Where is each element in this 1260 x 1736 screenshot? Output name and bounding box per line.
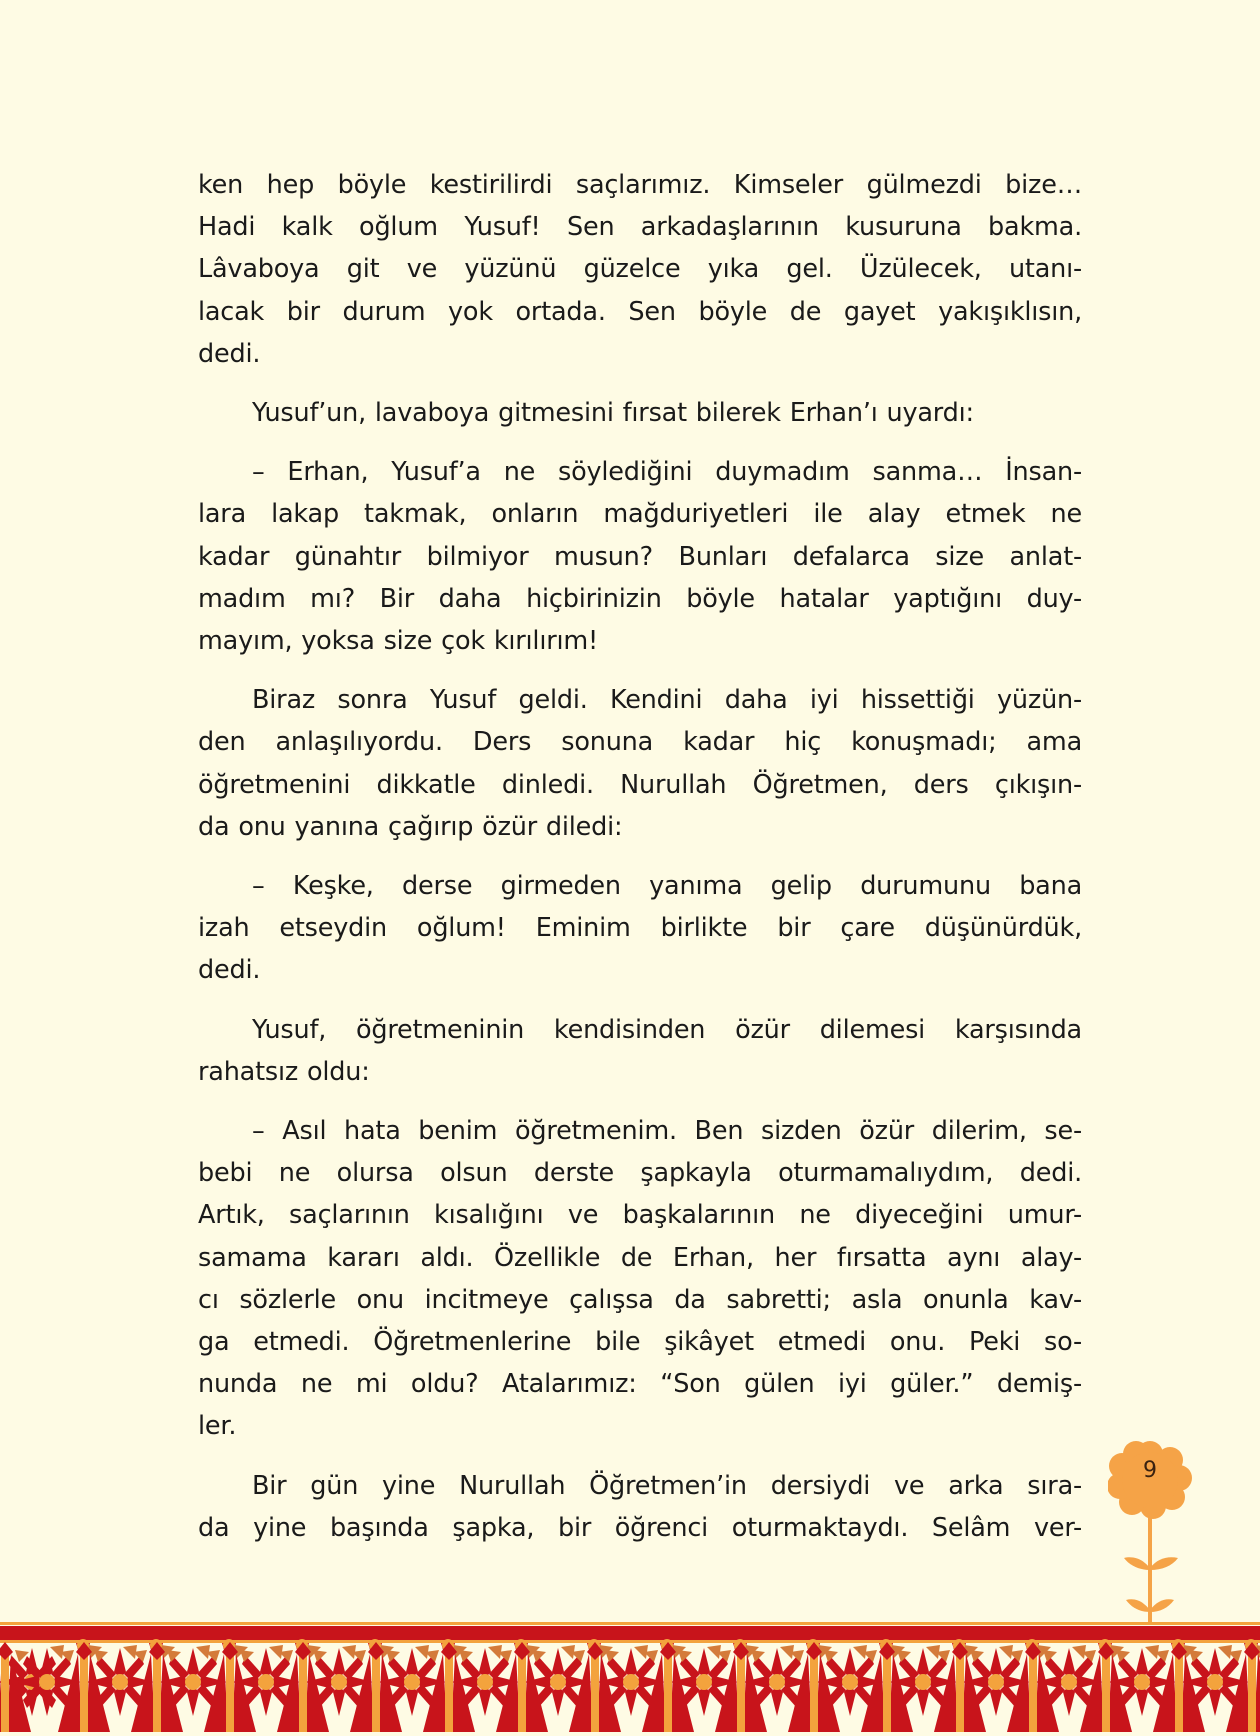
paragraph [198,164,1082,375]
text-line: mayım, yoksa size çok kırılırım! [198,626,599,657]
text-line: den anlaşılıyordu. Ders sonuna kadar hiç konuşmadı; ama [198,727,1082,758]
paragraph [198,679,1082,848]
text-line: ga etmedi. Öğretmenlerine bile şikâyet etmedi onu. Peki so- [198,1327,1082,1358]
text-line: Biraz sonra Yusuf geldi. Kendini daha iyi hissettiği yüzün- [252,685,1082,716]
paragraph [198,1009,1082,1093]
text-line: – Keşke, derse girmeden yanıma gelip durumunu bana [252,871,1082,902]
text-line: bebi ne olursa olsun derste şapkayla oturmamalıydım, dedi. [198,1158,1082,1189]
page-number: 9 [1143,1458,1157,1483]
text-line: izah etseydin oğlum! Eminim birlikte bir çare düşünürdük, [198,913,1082,944]
text-line: dedi. [198,338,261,369]
text-line: dedi. [198,955,261,986]
page-body-text [198,164,1082,1566]
text-line: madım mı? Bir daha hiçbirinizin böyle hatalar yaptığını duy- [198,583,1082,614]
page-number-flower [1108,1440,1192,1625]
text-line: ler. [198,1411,237,1442]
text-line: lara lakap takmak, onların mağduriyetleri ile alay etmek ne [198,499,1082,530]
paragraph [198,865,1082,992]
text-line: – Asıl hata benim öğretmenim. Ben sizden özür dilerim, se- [252,1116,1082,1147]
text-line: cı sözlerle onu incitmeye çalışsa da sabretti; asla onunla kav- [198,1284,1082,1315]
paragraph [198,1465,1082,1549]
text-line: nunda ne mi oldu? Atalarımız: “Son gülen iyi güler.” demiş- [198,1369,1082,1400]
text-line: – Erhan, Yusuf’a ne söylediğini duymadım sanma… İnsan- [252,457,1082,488]
text-line: Bir gün yine Nurullah Öğretmen’in dersiydi ve arka sıra- [252,1470,1082,1501]
text-line: Lâvaboya git ve yüzünü güzelce yıka gel. Üzülecek, utanı- [198,254,1082,285]
text-line: rahatsız oldu: [198,1056,370,1087]
paragraph [198,1110,1082,1448]
paragraph [198,451,1082,662]
text-line: kadar günahtır bilmiyor musun? Bunları defalarca size anlat- [198,541,1082,572]
text-line: Hadi kalk oğlum Yusuf! Sen arkadaşlarının kusuruna bakma. [198,212,1082,243]
text-line: ken hep böyle kestirilirdi saçlarımız. Kimseler gülmezdi bize… [198,170,1082,200]
text-line: lacak bir durum yok ortada. Sen böyle de gayet yakışıklısın, [198,296,1082,327]
floral-border-pattern [0,1622,1260,1732]
paragraph [198,392,1082,434]
text-line: da yine başında şapka, bir öğrenci oturmaktaydı. Selâm ver- [198,1512,1082,1543]
text-line: da onu yanına çağırıp özür diledi: [198,811,623,842]
text-line: Artık, saçlarının kısalığını ve başkalarının ne diyeceğini umur- [198,1200,1082,1231]
text-line: Yusuf, öğretmeninin kendisinden özür dilemesi karşısında [252,1014,1082,1045]
decorative-footer-border [0,1622,1260,1732]
text-line: Yusuf’un, lavaboya gitmesini fırsat bilerek Erhan’ı uyardı: [252,398,974,429]
text-line: öğretmenini dikkatle dinledi. Nurullah Öğretmen, ders çıkışın- [198,769,1082,800]
text-line: samama kararı aldı. Özellikle de Erhan, her fırsatta aynı alay- [198,1242,1082,1273]
